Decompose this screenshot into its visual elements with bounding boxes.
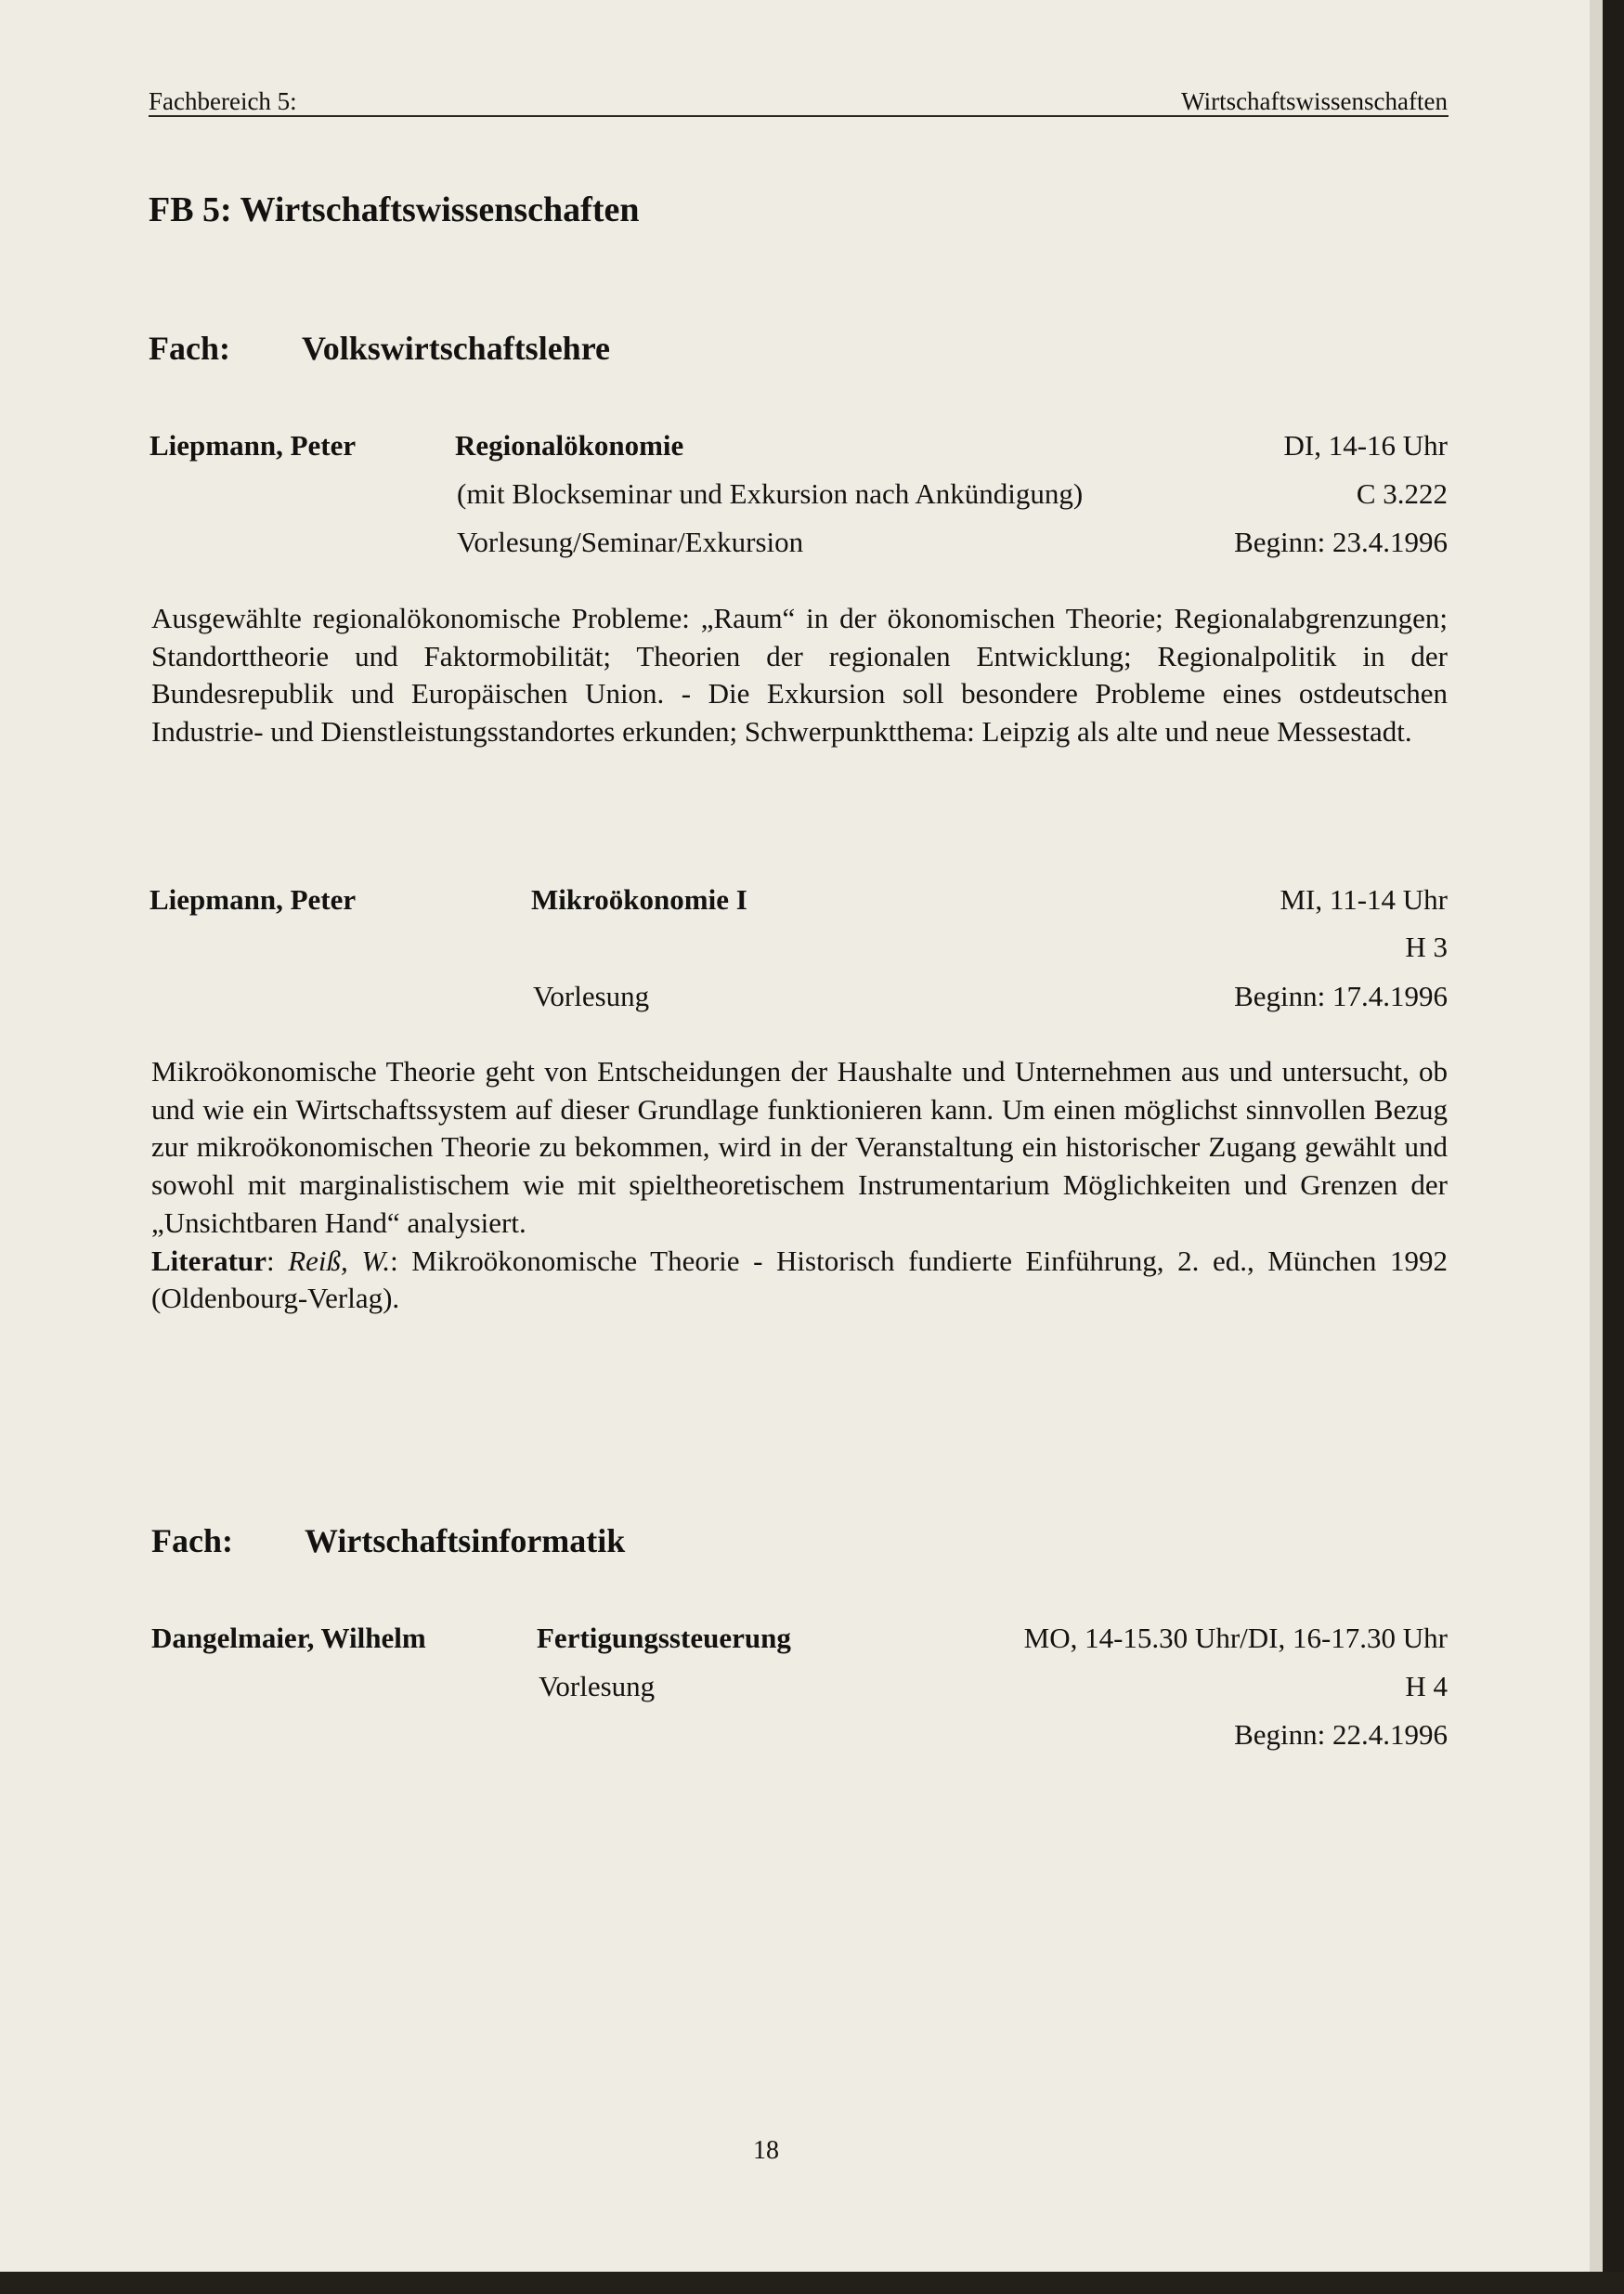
page-title: FB 5: Wirtschaftswissenschaften [149, 190, 640, 229]
literature-text: : Mikroökonomische Theorie - Historisch fundierte Einführung, 2. ed., München 1992 (Oldenbourg-Verlag). [151, 1244, 1448, 1315]
course-start: Beginn: 23.4.1996 [1234, 526, 1448, 558]
course-start: Beginn: 22.4.1996 [1234, 1718, 1448, 1751]
scan-border [0, 2272, 1624, 2294]
fach-name: Volkswirtschaftslehre [302, 330, 610, 367]
course-note: (mit Blockseminar und Exkursion nach Ankündigung) [457, 477, 1084, 510]
course-time: DI, 14-16 Uhr [1283, 429, 1448, 462]
course-description [151, 600, 1448, 751]
header-left: Fachbereich 5: [149, 87, 297, 115]
course-description [151, 1053, 1448, 1318]
course-title: Regionalökonomie [455, 429, 684, 462]
fach-heading-wi [151, 1521, 625, 1560]
course-lecturer: Dangelmaier, Wilhelm [151, 1622, 426, 1654]
description-text: Ausgewählte regionalökonomische Probleme: „Raum“ in der ökonomischen Theorie; Regionalabgrenzungen; Standorttheorie und Faktormobilität; Theorien der regionalen Entwicklung; Regionalpolitik in der Bundesrepublik und Europäischen Union. - Die Exkursion soll besondere Probleme eines ostdeutschen Industrie- und Dienstleistungsstandortes erkunden; Schwerpunktthema: Leipzig als alte und neue Messestadt. [151, 602, 1448, 749]
description-text: Mikroökonomische Theorie geht von Entscheidungen der Haushalte und Unternehmen aus und untersucht, ob und wie ein Wirtschaftssystem auf dieser Grundlage funktionieren kann. Um einen möglichst sinnvollen Bezug zur mikroökonomischen Theorie zu bekommen, wird in der Veranstaltung ein historischer Zugang gewählt und sowohl mit marginalistischem wie mit spieltheoretischem Instrumentarium Möglichkeiten und Grenzen der „Unsichtbaren Hand“ analysiert. [151, 1055, 1448, 1239]
course-start: Beginn: 17.4.1996 [1234, 980, 1448, 1012]
header-right: Wirtschaftswissenschaften [1181, 87, 1448, 115]
fach-label: Fach: [149, 330, 230, 367]
header-rule [149, 115, 1449, 117]
page-edge [1590, 0, 1603, 2272]
fach-name: Wirtschaftsinformatik [305, 1522, 626, 1559]
course-type: Vorlesung [533, 980, 650, 1012]
fach-label: Fach: [151, 1522, 233, 1559]
course-title: Mikroökonomie I [531, 883, 747, 916]
course-room: H 4 [1405, 1670, 1448, 1702]
course-title: Fertigungssteuerung [537, 1622, 791, 1654]
course-room: H 3 [1405, 931, 1448, 963]
course-lecturer: Liepmann, Peter [149, 883, 357, 916]
course-time: MI, 11-14 Uhr [1280, 883, 1448, 916]
course-time: MO, 14-15.30 Uhr/DI, 16-17.30 Uhr [1023, 1622, 1448, 1654]
page-number: 18 [753, 2136, 779, 2165]
course-lecturer: Liepmann, Peter [149, 429, 357, 462]
fach-heading-vwl [149, 329, 610, 368]
course-room: C 3.222 [1356, 477, 1448, 510]
course-type: Vorlesung [539, 1670, 656, 1702]
course-type: Vorlesung/Seminar/Exkursion [457, 526, 804, 558]
literature-label: Literatur [151, 1244, 266, 1277]
literature-line: Literatur: Reiß, W.: Mikroökonomische Theorie - Historisch fundierte Einführung, 2. ed., München 1992 (Oldenbourg-Verlag). [151, 1244, 1448, 1315]
literature-author: Reiß, W. [288, 1244, 391, 1277]
